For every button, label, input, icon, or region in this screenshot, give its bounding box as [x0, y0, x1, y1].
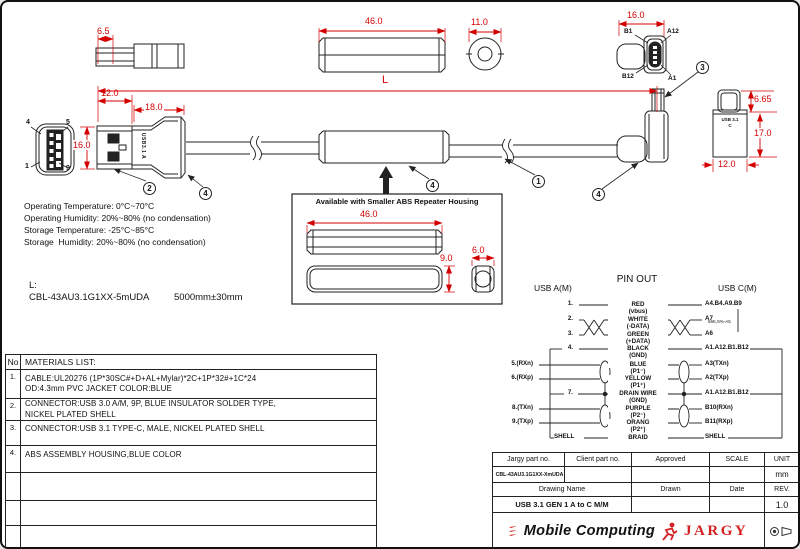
logo-cell: [493, 513, 765, 549]
third-angle-projection-icon: [769, 525, 795, 538]
materials-empty-row: [21, 501, 377, 526]
jargy-logo: JARGY: [684, 522, 749, 539]
usb-c-plug-label-1: USB 3.1: [721, 117, 739, 122]
scale-label: SCALE: [710, 453, 765, 467]
wire-sub-4: (GND): [629, 352, 647, 359]
unit-value: mm: [765, 467, 800, 483]
callout-1: 1: [532, 175, 545, 188]
materials-empty-no: [6, 501, 21, 526]
usb-a-top-view: [96, 44, 184, 68]
pin-right-6: A2(TXp): [705, 374, 729, 381]
materials-row-no: 1.: [6, 370, 21, 399]
drawn-label: Drawn: [632, 483, 710, 497]
dim-12-a: 12.0: [101, 88, 119, 98]
pin-left-4: 4.: [567, 344, 573, 351]
env-line-1: Operating Temperature: 0°C~70°C: [24, 201, 155, 211]
usb-c-end-view: [617, 35, 671, 75]
dim-46-box: 46.0: [360, 209, 378, 219]
drawn-value: [632, 497, 710, 513]
pin-left-6: 6.(RXp): [511, 374, 533, 381]
pin-left-shell: SHELL: [554, 433, 575, 440]
env-line-4: Storage Humidity: 20%~80% (no condensation): [24, 237, 206, 247]
materials-row-no: 2.: [6, 399, 21, 421]
length-label: L:: [29, 280, 37, 291]
scale-value: [710, 467, 765, 483]
wire-7: DRAIN WIRE: [608, 390, 668, 397]
wire-3: GREEN: [608, 331, 668, 338]
wire-sub-5: (P1⁻): [630, 368, 646, 375]
callout-4b: 4: [426, 179, 439, 192]
usb-c-plug-label-2: C: [728, 123, 732, 128]
pin-left-3: 3.: [567, 330, 573, 337]
jargy-part-label: Jargy part no.: [493, 453, 565, 467]
up-arrow: [379, 166, 393, 194]
jargy-part-number: CBL-43AU3.1G1XX-XmUDA: [493, 467, 565, 483]
resistor-note: 56K,5%-A5: [708, 319, 731, 324]
cable: [186, 136, 618, 163]
pin-right-7: A1.A12.B1.B12: [705, 389, 749, 396]
pin-right-8: B10(RXn): [705, 404, 733, 411]
dim-16-right: 16.0: [627, 10, 645, 20]
title-block: [492, 452, 799, 549]
date-label: Date: [710, 483, 765, 497]
repeater-housing-top-view: [319, 38, 504, 72]
unit-label: UNIT: [765, 453, 800, 467]
smaller-housing-box: [292, 194, 502, 304]
dim-16-a: 16.0: [73, 140, 91, 150]
pin-b1: B1: [624, 28, 633, 35]
materials-text: CONNECTOR:USB 3.0 A/M, 9P, BLUE INSULATOR SOLDER TYPE,: [25, 399, 276, 408]
materials-text: CABLE:UL20276 (1P*30SC#+D+AL+Mylar)*2C+1P*32#+1C*24: [25, 373, 257, 383]
pin-left-8: 8.(TXn): [512, 404, 533, 411]
runner-icon: [661, 522, 678, 541]
pin-b12: B12: [622, 73, 634, 80]
wire-sub-2: (-DATA): [626, 323, 650, 330]
dim-9: 9.0: [440, 253, 453, 263]
usb-c-right-angle-connector: [617, 89, 668, 162]
housing-box-title: Available with Smaller ABS Repeater Housing: [315, 197, 479, 206]
pinout-right-header: USB C(M): [718, 283, 757, 293]
materials-row: [21, 399, 377, 421]
materials-empty-row: [21, 473, 377, 501]
dim-18: 18.0: [145, 102, 163, 112]
pin-4: 4: [26, 119, 30, 126]
pin-left-5: 5.(RXn): [511, 360, 533, 367]
dim-11: 11.0: [471, 17, 488, 27]
pin-5: 5: [66, 119, 70, 126]
materials-row-no: 3.: [6, 421, 21, 446]
wire-5: BLUE: [608, 361, 668, 368]
pin-right-3: A6: [705, 330, 713, 337]
materials-col-title: MATERIALS LIST:: [21, 355, 377, 370]
date-value: [710, 497, 765, 513]
materials-row-no: 4.: [6, 446, 21, 473]
pin-9: 9: [66, 165, 70, 172]
pin-left-7: 7.: [567, 389, 573, 396]
dim-L: L: [382, 74, 389, 86]
materials-empty-no: [6, 526, 21, 549]
materials-empty-row: [21, 526, 377, 549]
pin-right-shell: SHELL: [705, 433, 726, 440]
pin-left-9: 9.(TXp): [512, 418, 533, 425]
callout-4c: 4: [592, 188, 605, 201]
wire-6: YELLOW: [608, 375, 668, 382]
projection-cell: [765, 513, 800, 549]
wire-shell: BRAID: [608, 434, 668, 441]
env-line-2: Operating Humidity: 20%~80% (no condensation): [24, 213, 211, 223]
part-number: CBL-43AU3.1G1XX-5mUDA: [29, 292, 150, 303]
materials-row: [21, 421, 377, 446]
mobile-computing-logo: Mobile Computing: [523, 523, 656, 539]
materials-empty-no: [6, 473, 21, 501]
callout-2: 2: [143, 182, 156, 195]
wire-sub-3: (+DATA): [626, 338, 650, 345]
materials-text: CONNECTOR:USB 3.1 TYPE-C, MALE, NICKEL PLATED SHELL: [25, 424, 265, 433]
dim-12-c: 12.0: [718, 159, 736, 169]
pin-right-1: A4.B4.A9.B9: [705, 300, 742, 307]
dim-46-top: 46.0: [365, 16, 383, 26]
drawing-name: USB 3.1 GEN 1 A to C M/M: [493, 497, 632, 513]
pin-1: 1: [25, 163, 29, 170]
pinout-left-header: USB A(M): [534, 283, 572, 293]
client-part-label: Client part no.: [565, 453, 632, 467]
pin-right-5: A3(TXn): [705, 360, 729, 367]
rev-value: 1.0: [765, 497, 800, 513]
speed-stripes-icon: [509, 524, 518, 538]
materials-text: ABS ASSEMBLY HOUSING,BLUE COLOR: [25, 450, 182, 459]
env-line-3: Storage Temperature: -25°C~85°C: [24, 225, 155, 235]
drawing-name-label: Drawing Name: [493, 483, 632, 497]
length-value: 5000mm±30mm: [174, 292, 243, 303]
approved-label: Approved: [632, 453, 710, 467]
wire-9: ORANG: [608, 419, 668, 426]
dim-6: 6.0: [472, 245, 485, 255]
materials-row: [21, 370, 377, 399]
wire-sub-9: (P2⁺): [630, 426, 646, 433]
client-part-value: [565, 467, 632, 483]
repeater-housing: [319, 131, 449, 163]
callout-3: 3: [696, 61, 709, 74]
pin-right-9: B11(RXp): [705, 418, 733, 425]
wire-8: PURPLE: [608, 405, 668, 412]
materials-col-no: No: [6, 355, 21, 370]
wire-sub-7: (GND): [629, 397, 647, 404]
wire-sub-6: (P1⁺): [630, 382, 646, 389]
dim-17: 17.0: [754, 128, 772, 138]
materials-text: NICKEL PLATED SHELL: [25, 409, 116, 419]
approved-value: [632, 467, 710, 483]
dim-6-5: 6.5: [97, 26, 110, 36]
wire-sub-8: (P2⁻): [630, 412, 646, 419]
pin-left-2: 2.: [567, 315, 573, 322]
wire-2: WHITE: [608, 316, 668, 323]
wire-4: BLACK: [608, 345, 668, 352]
pin-right-4: A1.A12.B1.B12: [705, 344, 749, 351]
pin-a12: A12: [667, 28, 679, 35]
rev-label: REV.: [765, 483, 800, 497]
pin-a1: A1: [668, 75, 677, 82]
pin-right-2: A7: [705, 315, 713, 322]
materials-table: [5, 354, 377, 549]
usb-a-plug-label: USB3.1 A: [140, 132, 146, 160]
wire-sub-1: (vbus): [628, 308, 648, 315]
callout-4a: 4: [199, 187, 212, 200]
pin-left-1: 1.: [567, 300, 573, 307]
materials-row: [21, 446, 377, 473]
materials-text: OD:4.3mm PVC JACKET COLOR:BLUE: [25, 384, 172, 393]
wire-1: RED: [608, 301, 668, 308]
pinout-title: PIN OUT: [616, 274, 658, 285]
dim-6-65: 6.65: [754, 94, 772, 104]
